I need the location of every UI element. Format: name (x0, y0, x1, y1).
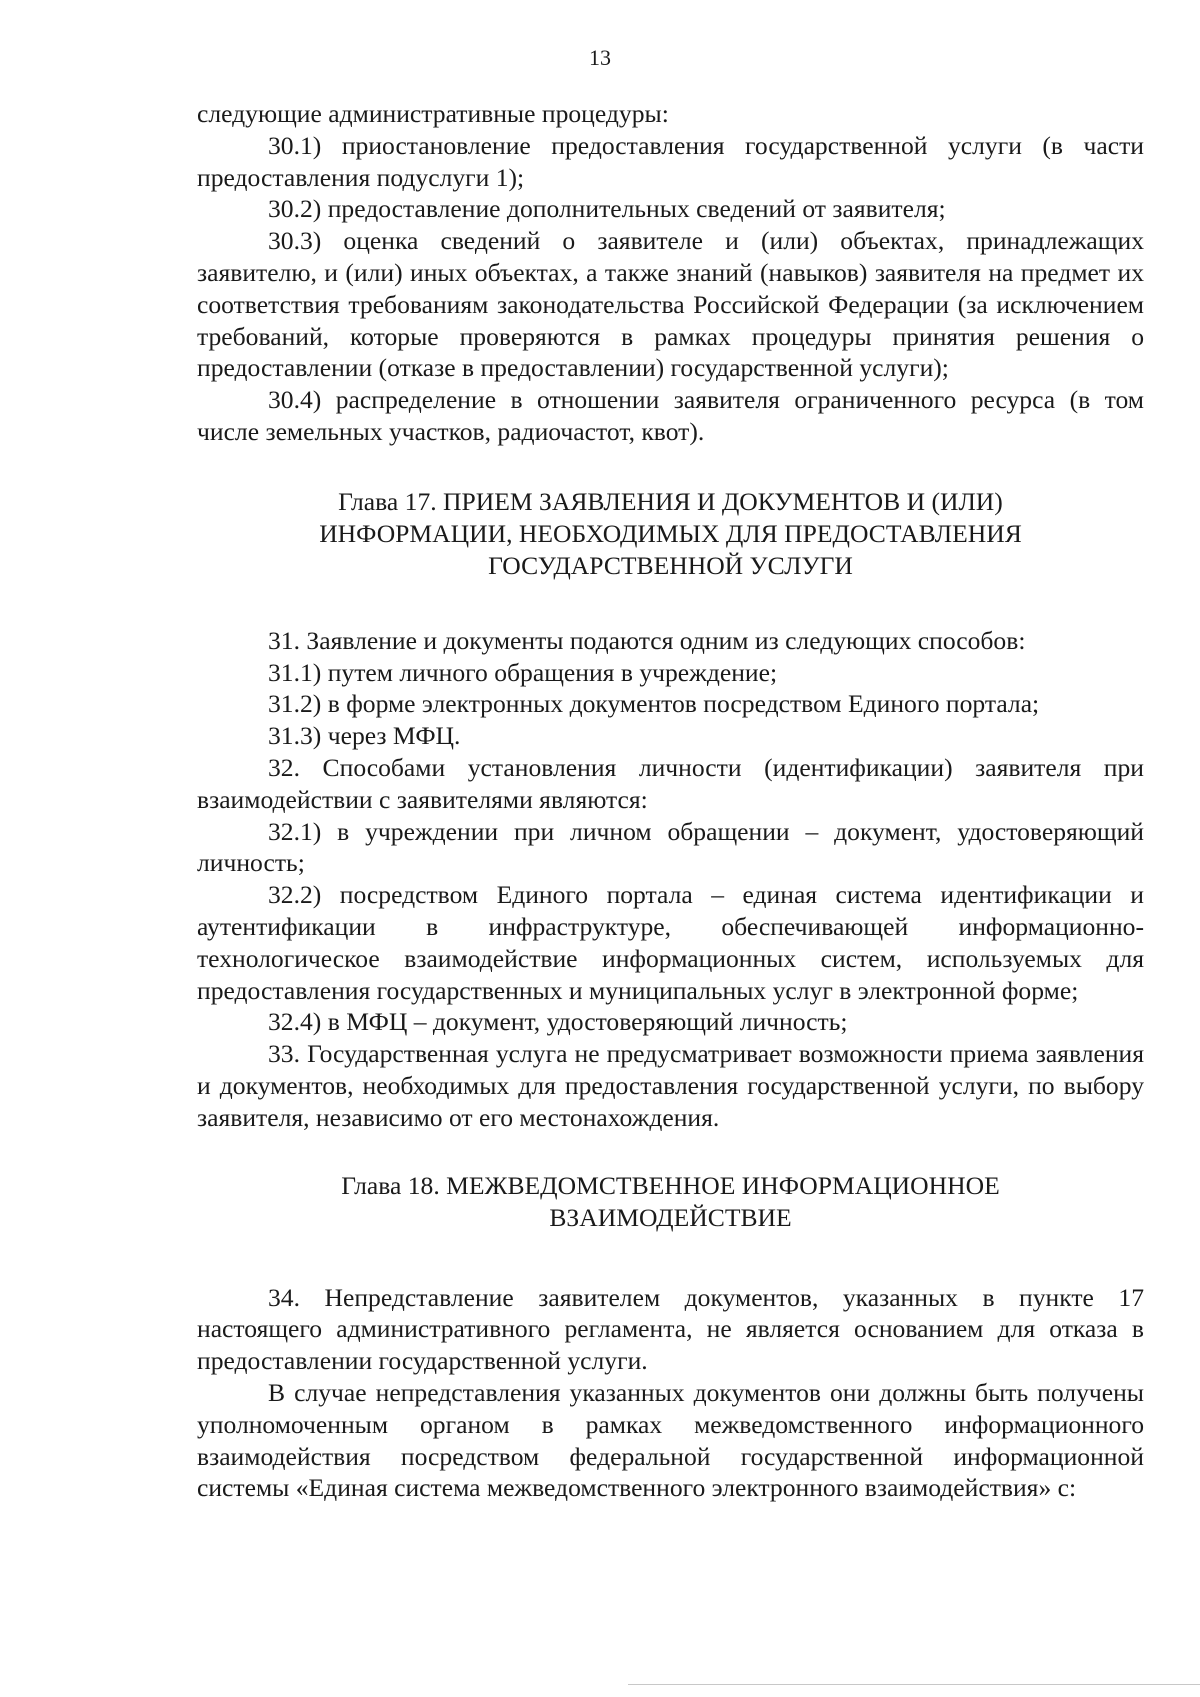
section-procedures (197, 98, 1144, 448)
bottom-rule (628, 1684, 1200, 1685)
paragraph: 31.3) через МФЦ. (268, 721, 461, 751)
chapter-17-heading-line: ИНФОРМАЦИИ, НЕОБХОДИМЫХ ДЛЯ ПРЕДОСТАВЛЕНИЯ (319, 518, 1022, 548)
paragraph: 32.2) посредством Единого портала – единая система идентификации и аутентификации в инфраструктуре, обеспечивающей информационно-технологическое взаимодействие информационных систем, используемых для предоставления государственных и муниципальных услуг в электронной форме; (197, 880, 1144, 1005)
paragraph: 34. Непредставление заявителем документов, указанных в пункте 17 настоящего административного регламента, не является основанием для отказа в предоставлении государственной услуги. (197, 1282, 1144, 1376)
paragraph: 31.2) в форме электронных документов посредством Единого портала; (268, 689, 1040, 719)
document-body (197, 98, 1144, 1504)
page-number: 13 (589, 45, 611, 70)
paragraph: 30.2) предоставление дополнительных сведений от заявителя; (268, 194, 946, 224)
paragraph: 31.1) путем личного обращения в учреждение; (268, 657, 778, 687)
paragraph: 30.1) приостановление предоставления государственной услуги (в части предоставления подуслуги 1); (197, 130, 1144, 192)
paragraph: 30.4) распределение в отношении заявителя ограниченного ресурса (в том числе земельных участков, радиочастот, квот). (197, 385, 1144, 446)
paragraph: 32.4) в МФЦ – документ, удостоверяющий личность; (268, 1007, 848, 1037)
chapter-17-heading-line: Глава 17. ПРИЕМ ЗАЯВЛЕНИЯ И ДОКУМЕНТОВ И (ИЛИ) (338, 486, 1003, 516)
chapter-17-heading-line: ГОСУДАРСТВЕННОЙ УСЛУГИ (488, 550, 853, 580)
paragraph: 31. Заявление и документы подаются одним из следующих способов: (268, 625, 1026, 655)
paragraph: 32.1) в учреждении при личном обращении – документ, удостоверяющий личность; (197, 816, 1144, 878)
chapter-18-heading-line: ВЗАИМОДЕЙСТВИЕ (549, 1202, 792, 1232)
chapter-18-heading (197, 1170, 1144, 1234)
paragraph: 30.3) оценка сведений о заявителе и (или) объектах, принадлежащих заявителю, и (или) иных объектах, а также знаний (навыков) заявителя на предмет их соответствия требованиям законодательства Российской Федерации (за исключением требований, которые проверяются в рамках процедуры принятия решения о предоставлении (отказе в предоставлении) государственной услуги); (197, 226, 1144, 383)
paragraph: следующие административные процедуры: (197, 99, 669, 128)
section-chapter-18 (197, 1282, 1144, 1505)
paragraph: В случае непредставления указанных документов они должны быть получены уполномоченным органом в рамках межведомственного информационного взаимодействия посредством федеральной государственной информационной системы «Единая система межведомственного электронного взаимодействия» с: (197, 1377, 1144, 1503)
chapter-18-heading-line: Глава 18. МЕЖВЕДОМСТВЕННОЕ ИНФОРМАЦИОННОЕ (341, 1170, 1000, 1200)
paragraph: 32. Способами установления личности (идентификации) заявителя при взаимодействии с заявителями являются: (197, 752, 1144, 814)
paragraph: 33. Государственная услуга не предусматривает возможности приема заявления и документов, необходимых для предоставления государственной услуги, по выбору заявителя, независимо от его местонахождения. (197, 1039, 1144, 1132)
section-chapter-17 (197, 625, 1144, 1134)
chapter-17-heading (197, 486, 1144, 582)
